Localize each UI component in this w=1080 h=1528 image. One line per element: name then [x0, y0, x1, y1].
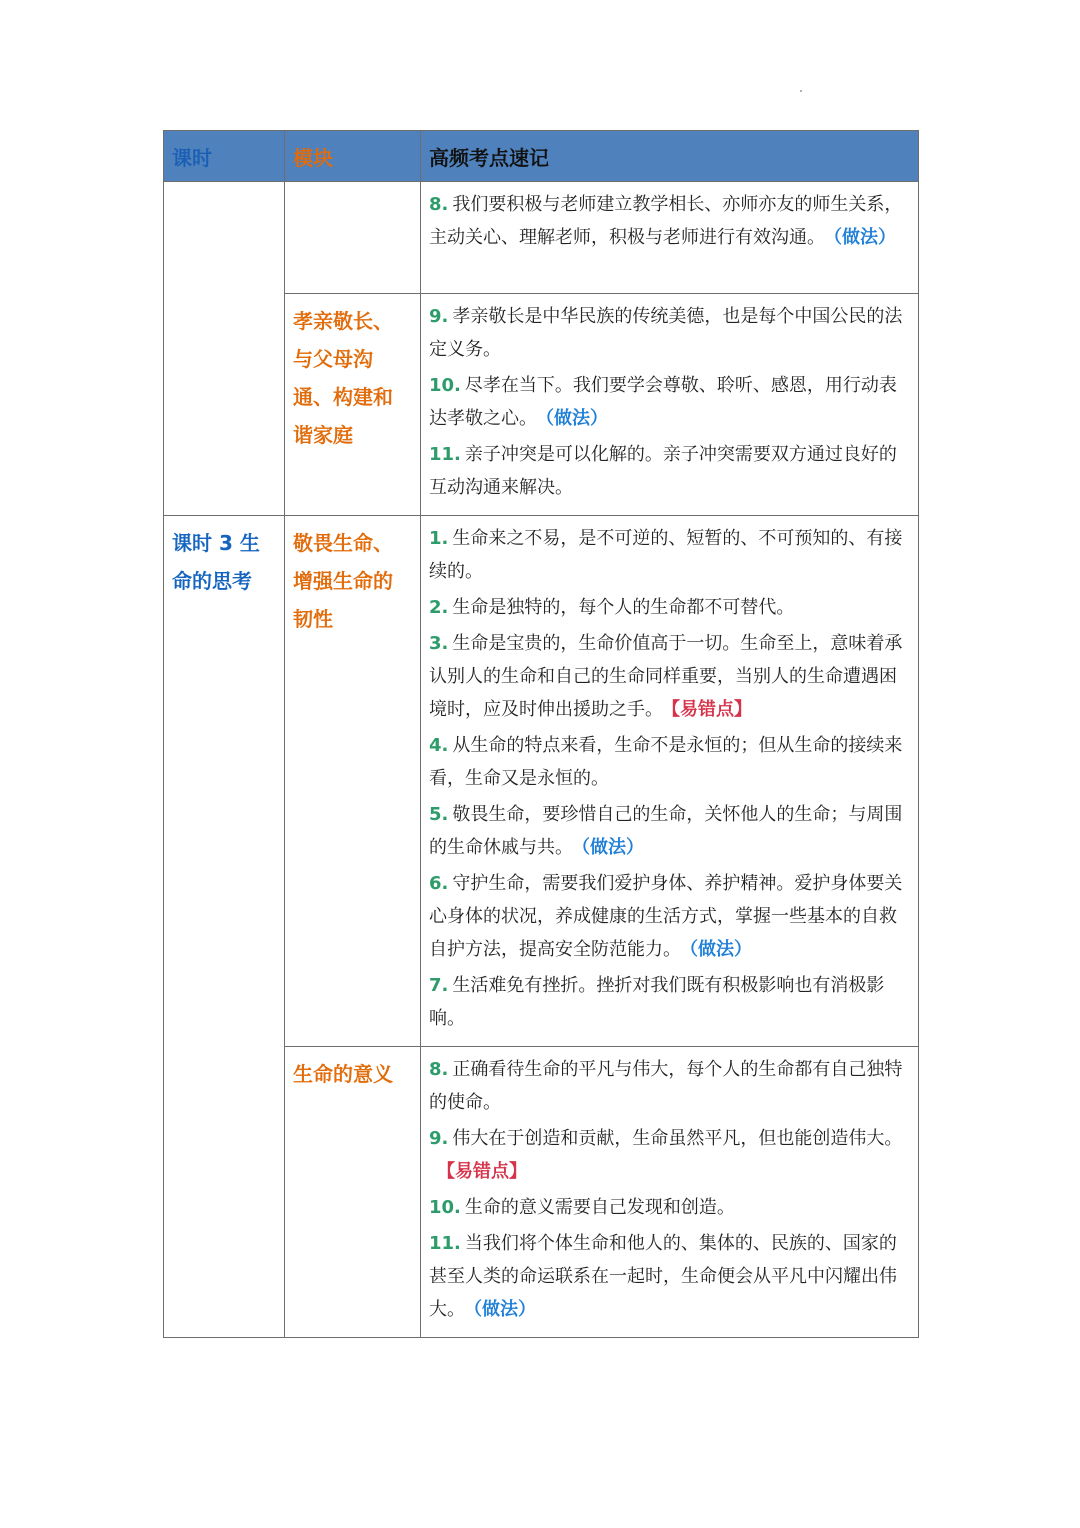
method-tag: （做法） — [545, 408, 608, 429]
item-number: 11. — [429, 444, 461, 465]
table-header-row — [164, 131, 919, 182]
item-text: 生命来之不易，是不可逆的、短暂的、不可预知的、有接续的。 — [429, 528, 903, 582]
item-text: 正确看待生命的平凡与伟大，每个人的生命都有自己独特的使命。 — [429, 1059, 903, 1113]
points-cell — [421, 294, 919, 516]
list-item — [429, 1191, 912, 1224]
item-number: 1. — [429, 528, 449, 549]
method-tag: （做法） — [473, 1299, 536, 1320]
lesson-cell: 课时 3 生命的思考 — [164, 516, 285, 1338]
method-tag: （做法） — [581, 837, 644, 858]
header-module: 模块 — [285, 131, 421, 182]
lesson-cell-empty — [164, 182, 285, 516]
list-item — [429, 1227, 912, 1326]
item-number: 9. — [429, 306, 449, 327]
item-number: 4. — [429, 735, 449, 756]
item-number: 9. — [429, 1128, 449, 1149]
item-text: 从生命的特点来看，生命不是永恒的；但从生命的接续来看，生命又是永恒的。 — [429, 735, 903, 789]
module-cell: 敬畏生命、增强生命的韧性 — [285, 516, 421, 1047]
knowledge-table — [163, 130, 919, 1338]
item-text: 守护生命，需要我们爱护身体、养护精神。爱护身体要关心身体的状况，养成健康的生活方式，掌握一些基本的自救自护方法，提高安全防范能力。 — [429, 873, 903, 960]
item-number: 6. — [429, 873, 449, 894]
item-text: 生命的意义需要自己发现和创造。 — [464, 1197, 735, 1218]
stray-dot — [800, 90, 802, 92]
item-text: 孝亲敬长是中华民族的传统美德，也是每个中国公民的法定义务。 — [429, 306, 903, 360]
module-cell: 生命的意义 — [285, 1047, 421, 1338]
list-item — [429, 369, 912, 435]
list-item — [429, 438, 912, 504]
header-points: 高频考点速记 — [421, 131, 919, 182]
header-lesson: 课时 — [164, 131, 285, 182]
item-number: 5. — [429, 804, 449, 825]
table-row — [164, 182, 919, 294]
error-tag: 【易错点】 — [437, 1161, 527, 1182]
list-item — [429, 867, 912, 966]
error-tag: 【易错点】 — [671, 699, 752, 720]
item-text: 尽孝在当下。我们要学会尊敬、聆听、感恩，用行动表达孝敬之心。 — [429, 375, 897, 429]
item-text: 生活难免有挫折。挫折对我们既有积极影响也有消极影响。 — [429, 975, 885, 1029]
list-item — [429, 729, 912, 795]
item-number: 8. — [429, 1059, 449, 1080]
item-text: 我们要积极与老师建立教学相长、亦师亦友的师生关系，主动关心、理解老师，积极与老师进行有效沟通。 — [429, 194, 903, 248]
item-number: 10. — [429, 375, 461, 396]
list-item — [429, 969, 912, 1035]
item-text: 生命是独特的，每个人的生命都不可替代。 — [452, 597, 795, 618]
item-number: 3. — [429, 633, 449, 654]
item-text: 当我们将个体生命和他人的、集体的、民族的、国家的甚至人类的命运联系在一起时，生命便会从平凡中闪耀出伟大。 — [429, 1233, 897, 1320]
item-text: 亲子冲突是可以化解的。亲子冲突需要双方通过良好的互动沟通来解决。 — [429, 444, 897, 498]
points-cell — [421, 182, 919, 294]
method-tag: （做法） — [833, 227, 896, 248]
module-cell-empty — [285, 182, 421, 294]
list-item — [429, 522, 912, 588]
list-item — [429, 188, 912, 254]
item-number: 11. — [429, 1233, 461, 1254]
points-cell — [421, 1047, 919, 1338]
module-cell: 孝亲敬长、与父母沟通、构建和谐家庭 — [285, 294, 421, 516]
list-item — [429, 627, 912, 726]
item-number: 8. — [429, 194, 449, 215]
item-text: 伟大在于创造和贡献，生命虽然平凡，但也能创造伟大。 — [452, 1128, 903, 1149]
list-item — [429, 1053, 912, 1119]
table-row — [164, 516, 919, 1047]
points-cell — [421, 516, 919, 1047]
list-item — [429, 300, 912, 366]
item-number: 7. — [429, 975, 449, 996]
item-number: 10. — [429, 1197, 461, 1218]
list-item — [429, 1122, 912, 1188]
item-text: 生命是宝贵的，生命价值高于一切。生命至上，意味着承认别人的生命和自己的生命同样重要，当别人的生命遭遇困境时，应及时伸出援助之手。 — [429, 633, 903, 720]
item-text: 敬畏生命，要珍惜自己的生命，关怀他人的生命；与周围的生命休戚与共。 — [429, 804, 903, 858]
list-item — [429, 798, 912, 864]
list-item — [429, 591, 912, 624]
item-number: 2. — [429, 597, 449, 618]
method-tag: （做法） — [689, 939, 752, 960]
